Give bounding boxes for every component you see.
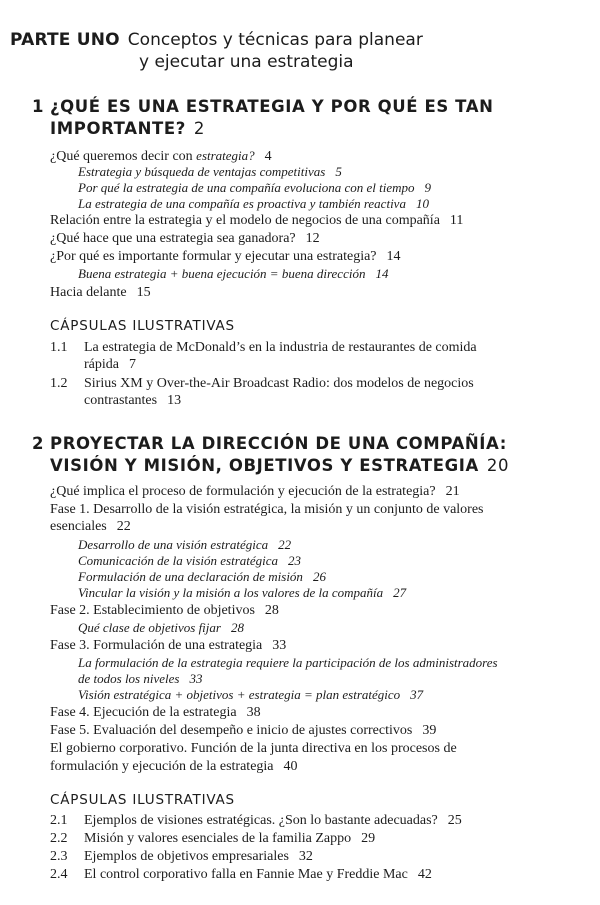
capsule-number: 1.1 [50,340,68,355]
part-heading [10,30,423,72]
toc-entry: Fase 5. Evaluación del desempeño e inicio de ajustes correctivos 39 [50,723,437,738]
part-title-line2: y ejecutar una estrategia [139,52,354,72]
toc-entry-cont: formulación y ejecución de la estrategia 40 [50,759,298,774]
capsule-title: Ejemplos de visiones estratégicas. ¿Son lo bastante adecuadas? 25 [84,813,462,828]
toc-entry: ¿Qué hace que una estrategia sea ganadora? 12 [50,231,320,246]
capsule-title: Ejemplos de objetivos empresariales 32 [84,849,313,864]
toc-entry: Hacia delante 15 [50,285,151,300]
capsule-number: 1.2 [50,376,68,391]
toc-subentry: Formulación de una declaración de misión 26 [78,569,326,584]
toc-entry: Fase 2. Establecimiento de objetivos 28 [50,603,279,618]
chapter-number: 1 [32,97,44,116]
capsule-title: El control corporativo falla en Fannie Mae y Freddie Mac 42 [84,867,432,882]
toc-entry: ¿Qué queremos decir con estrategia? 4 [50,148,272,164]
capsule-title: La estrategia de McDonald’s en la industria de restaurantes de comida [84,340,477,355]
capsule-number: 2.3 [50,849,68,864]
chapter-number: 2 [32,434,44,453]
capsules-heading: CÁPSULAS ILUSTRATIVAS [50,792,235,808]
chapter-title-line2: IMPORTANTE? 2 [50,119,206,138]
toc-subentry: Estrategia y búsqueda de ventajas competitivas 5 [78,164,342,179]
part-label: PARTE UNO [10,30,120,50]
capsules-heading: CÁPSULAS ILUSTRATIVAS [50,318,235,334]
toc-entry: Relación entre la estrategia y el modelo de negocios de una compañía 11 [50,213,464,228]
toc-entry: Fase 3. Formulación de una estrategia 33 [50,638,287,653]
toc-subentry: La estrategia de una compañía es proactiva y también reactiva 10 [78,196,429,211]
toc-subentry: Qué clase de objetivos fijar 28 [78,620,244,635]
toc-subentry: Comunicación de la visión estratégica 23 [78,553,302,568]
capsule-number: 2.2 [50,831,68,846]
toc-entry: ¿Qué implica el proceso de formulación y ejecución de la estrategia? 21 [50,484,460,499]
capsule-title-cont: rápida 7 [84,357,136,372]
capsule-title-cont: contrastantes 13 [84,393,182,408]
toc-subentry: Vincular la visión y la misión a los valores de la compañía 27 [78,585,407,600]
capsule-title: Misión y valores esenciales de la familia Zappo 29 [84,831,376,846]
capsule-number: 2.4 [50,867,68,882]
toc-subentry: Buena estrategia + buena ejecución = buena dirección 14 [78,266,389,281]
toc-subentry: Desarrollo de una visión estratégica 22 [78,537,292,552]
toc-entry: Fase 1. Desarrollo de la visión estratégica, la misión y un conjunto de valores [50,502,484,517]
chapter-title-line1: ¿QUÉ ES UNA ESTRATEGIA Y POR QUÉ ES TAN [50,97,494,116]
part-title-line1: Conceptos y técnicas para planear [127,30,423,50]
capsule-number: 2.1 [50,813,68,828]
toc-subentry-cont: de todos los niveles 33 [78,671,203,686]
toc-subentry: La formulación de la estrategia requiere la participación de los administradores [78,655,498,670]
capsule-title: Sirius XM y Over-the-Air Broadcast Radio: dos modelos de negocios [84,376,474,391]
toc-entry: El gobierno corporativo. Función de la junta directiva en los procesos de [50,741,457,756]
chapter-page: 20 [486,456,510,475]
chapter-page: 2 [193,119,206,138]
toc-entry-cont: esenciales 22 [50,519,131,534]
chapter-title-line1: PROYECTAR LA DIRECCIÓN DE UNA COMPAÑÍA: [50,434,507,453]
toc-subentry: Visión estratégica + objetivos + estrategia = plan estratégico 37 [78,687,424,702]
toc-entry: ¿Por qué es importante formular y ejecutar una estrategia? 14 [50,249,401,264]
toc-subentry: Por qué la estrategia de una compañía evoluciona con el tiempo 9 [78,180,431,195]
chapter-title-line2: VISIÓN Y MISIÓN, OBJETIVOS Y ESTRATEGIA 20 [50,456,510,475]
toc-entry: Fase 4. Ejecución de la estrategia 38 [50,705,261,720]
